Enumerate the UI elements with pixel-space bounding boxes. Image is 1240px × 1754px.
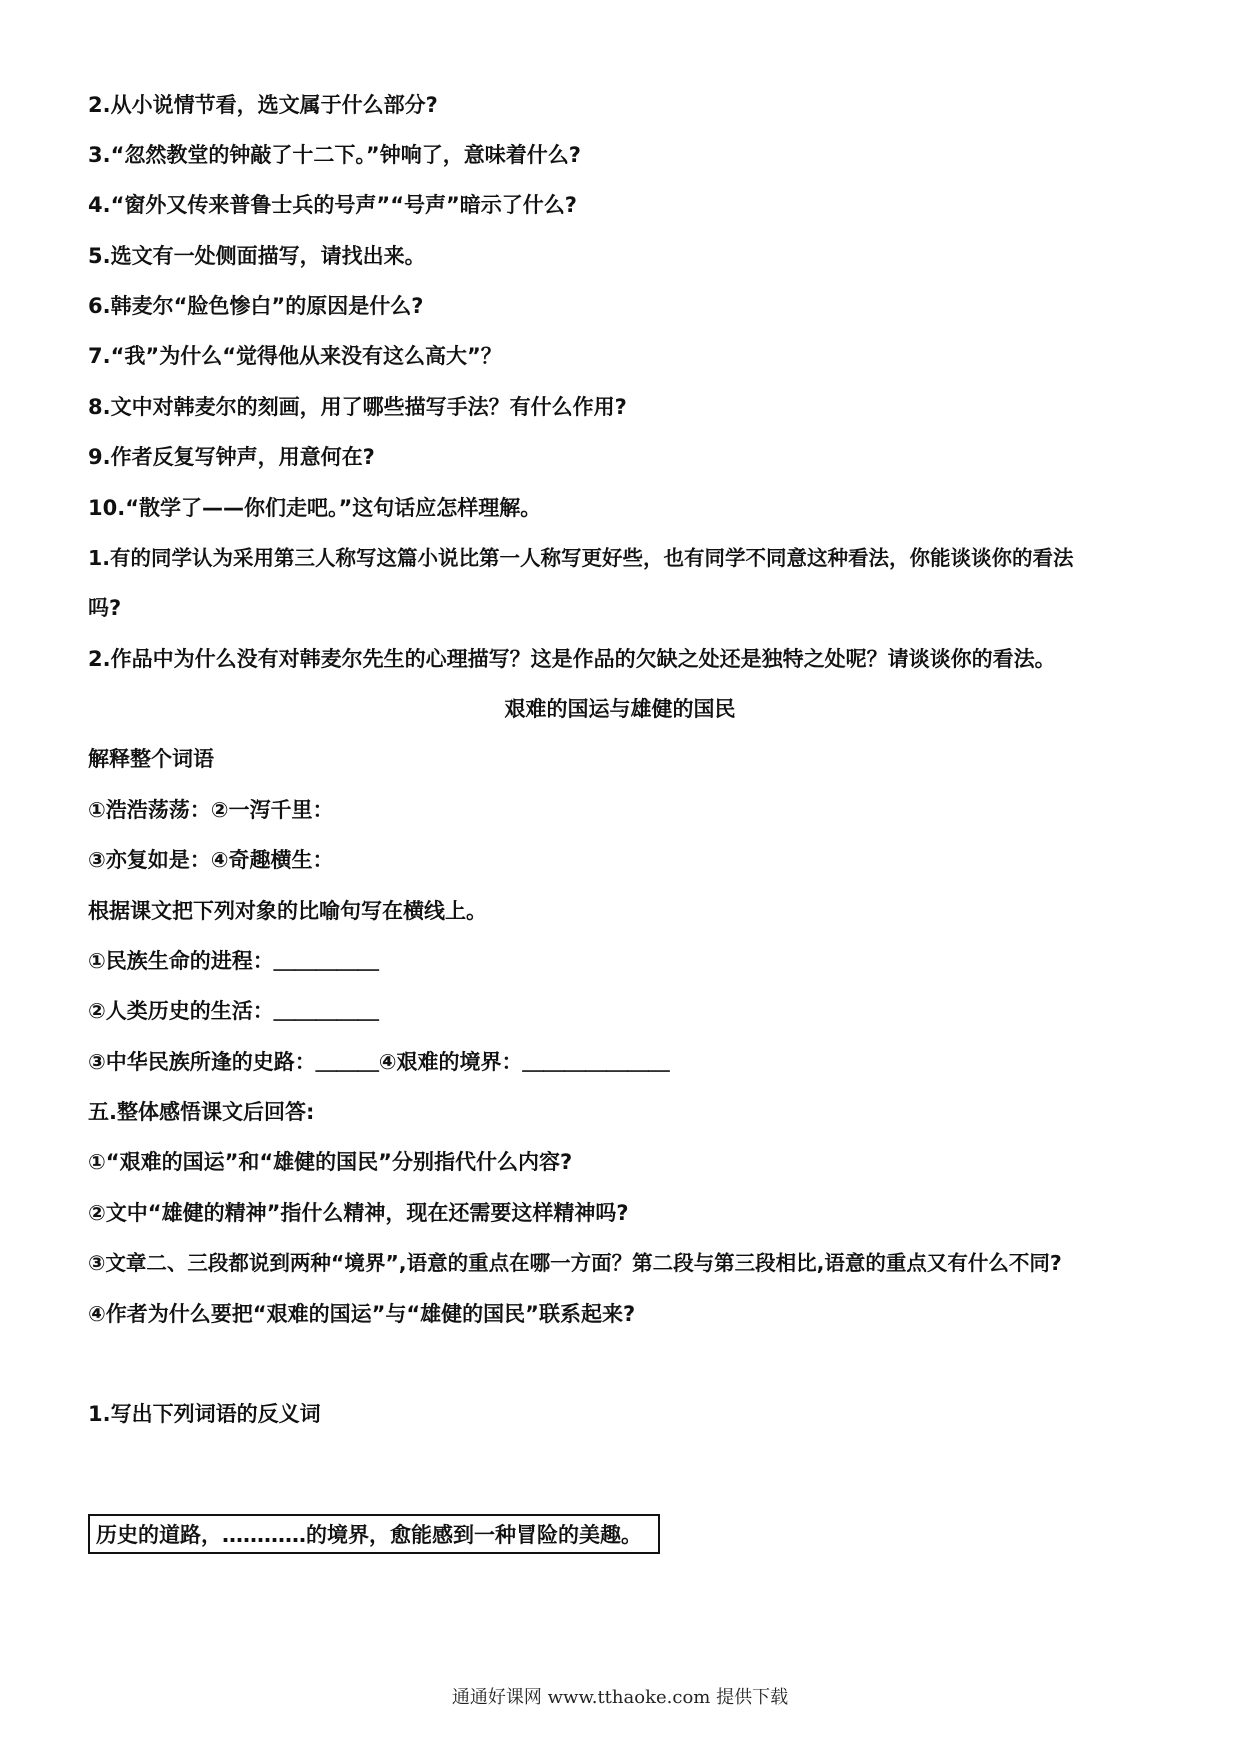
- section-title: 艰难的国运与雄健的国民: [504, 697, 736, 721]
- question-3: 3.“忽然教堂的钟敲了十二下。”钟响了，意味着什么?: [88, 143, 581, 167]
- part-5-question-3: ③文章二、三段都说到两种“境界”,语意的重点在哪一方面？第二段与第三段相比,语意的重点又有什么不同?: [88, 1251, 1062, 1275]
- question-2: 2.从小说情节看，选文属于什么部分?: [88, 93, 438, 117]
- question-8: 8.文中对韩麦尔的刻画，用了哪些描写手法？有什么作用?: [88, 395, 627, 419]
- question-5: 5.选文有一处侧面描写，请找出来。: [88, 244, 426, 268]
- question-4: 4.“窗外又传来普鲁士兵的号声”“号声”暗示了什么?: [88, 193, 577, 217]
- metaphor-item-3: ③中华民族所逢的史路：＿＿＿④艰难的境界：＿＿＿＿＿＿＿: [88, 1050, 670, 1074]
- page-footer: 通通好课网 www.tthaoke.com 提供下载: [451, 1687, 789, 1708]
- boxed-quote: 历史的道路，…………的境界，愈能感到一种冒险的美趣。: [88, 1514, 660, 1554]
- discussion-1-line-2: 吗?: [88, 596, 122, 620]
- metaphor-item-2: ②人类历史的生活：＿＿＿＿＿: [88, 999, 379, 1023]
- explain-row-2: ③亦复如是：④奇趣横生：: [88, 848, 334, 872]
- discussion-2: 2.作品中为什么没有对韩麦尔先生的心理描写？这是作品的欠缺之处还是独特之处呢？请谈谈你的看法。: [88, 647, 1056, 671]
- question-7: 7.“我”为什么“觉得他从来没有这么高大”？: [88, 344, 502, 368]
- question-9: 9.作者反复写钟声，用意何在?: [88, 445, 375, 469]
- explain-row-1: ①浩浩荡荡：②一泻千里：: [88, 798, 334, 822]
- metaphor-item-1: ①民族生命的进程：＿＿＿＿＿: [88, 949, 379, 973]
- metaphor-heading: 根据课文把下列对象的比喻句写在横线上。: [88, 899, 487, 923]
- part-5-question-1: ①“艰难的国运”和“雄健的国民”分别指代什么内容?: [88, 1150, 573, 1174]
- part-5-question-2: ②文中“雄健的精神”指什么精神，现在还需要这样精神吗?: [88, 1201, 629, 1225]
- question-10: 10.“散学了——你们走吧。”这句话应怎样理解。: [88, 496, 542, 520]
- antonym-heading: 1.写出下列词语的反义词: [88, 1402, 321, 1426]
- discussion-1-line-1: 1.有的同学认为采用第三人称写这篇小说比第一人称写更好些，也有同学不同意这种看法，你能谈谈你的看法: [88, 546, 1074, 570]
- question-6: 6.韩麦尔“脸色惨白”的原因是什么?: [88, 294, 424, 318]
- explain-heading: 解释整个词语: [88, 747, 214, 771]
- part-5-heading: 五.整体感悟课文后回答:: [88, 1100, 315, 1124]
- part-5-question-4: ④作者为什么要把“艰难的国运”与“雄健的国民”联系起来?: [88, 1302, 636, 1326]
